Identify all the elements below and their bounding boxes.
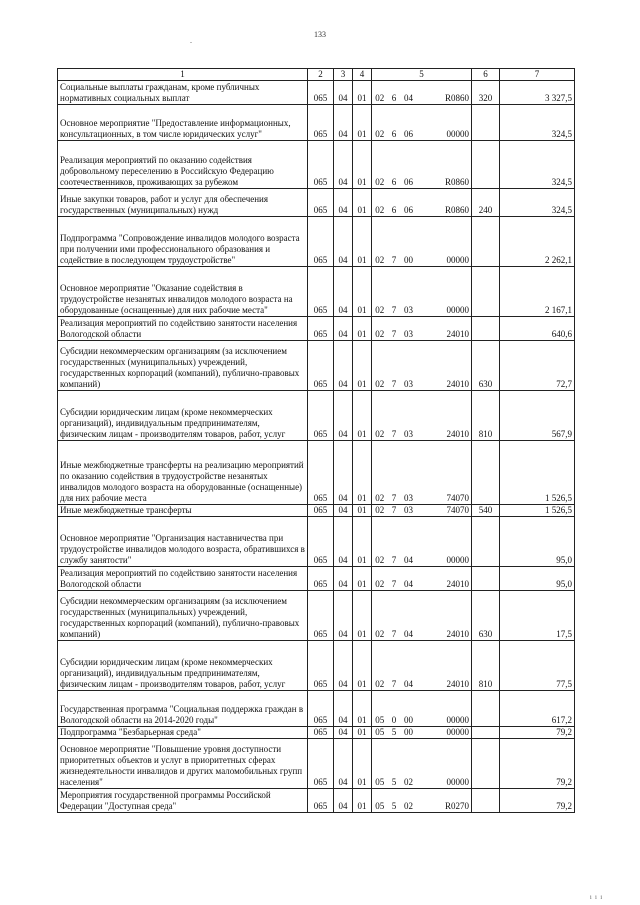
- program-code-cell: 05: [372, 739, 388, 789]
- row-name-cell: Субсидии юридическим лицам (кроме некоммерческих организаций), индивидуальным предпринимателям, физическим лицам - производителям товаров, работ, услуг: [58, 391, 308, 441]
- row-name-cell: Реализация мероприятий по содействию занятости населения Вологодской области: [58, 567, 308, 591]
- budget-table: [57, 68, 575, 813]
- amount-cell: 79,2: [500, 739, 575, 789]
- header-cell: 1: [58, 69, 308, 81]
- row-name-cell: Субсидии юридическим лицам (кроме некоммерческих организаций), индивидуальным предпринимателям, физическим лицам - производителям товаров, работ, услуг: [58, 641, 308, 691]
- event-code-cell: 04: [401, 517, 417, 567]
- direction-code-cell: 24010: [417, 641, 472, 691]
- subprogram-code-cell: 6: [388, 105, 401, 141]
- admin-code-cell: 065: [308, 189, 334, 217]
- subprogram-code-cell: 6: [388, 141, 401, 189]
- section-cell: 04: [334, 81, 353, 105]
- subprogram-code-cell: 7: [388, 441, 401, 505]
- event-code-cell: 04: [401, 641, 417, 691]
- table-row: [58, 739, 575, 789]
- expense-type-cell: [472, 317, 500, 341]
- expense-type-cell: 320: [472, 81, 500, 105]
- section-cell: 04: [334, 591, 353, 641]
- subsection-cell: 01: [353, 141, 372, 189]
- row-name-cell: Реализация мероприятий по содействию занятости населения Вологодской области: [58, 317, 308, 341]
- subsection-cell: 01: [353, 441, 372, 505]
- admin-code-cell: 065: [308, 567, 334, 591]
- admin-code-cell: 065: [308, 591, 334, 641]
- admin-code-cell: 065: [308, 317, 334, 341]
- table-row: [58, 317, 575, 341]
- subsection-cell: 01: [353, 641, 372, 691]
- admin-code-cell: 065: [308, 81, 334, 105]
- subsection-cell: 01: [353, 81, 372, 105]
- row-name-cell: Иные межбюджетные трансферты на реализацию мероприятий по оказанию содействия в трудоустройстве незанятых инвалидов молодого возраста на оборудованные (оснащенные) для них рабочие места: [58, 441, 308, 505]
- direction-code-cell: 74070: [417, 505, 472, 517]
- expense-type-cell: 810: [472, 641, 500, 691]
- header-cell: 5: [372, 69, 472, 81]
- admin-code-cell: 065: [308, 217, 334, 267]
- event-code-cell: 03: [401, 267, 417, 317]
- subsection-cell: 01: [353, 317, 372, 341]
- table-header-row: [58, 69, 575, 81]
- table-row: [58, 641, 575, 691]
- expense-type-cell: [472, 727, 500, 739]
- event-code-cell: 04: [401, 591, 417, 641]
- subprogram-code-cell: 6: [388, 189, 401, 217]
- program-code-cell: 02: [372, 267, 388, 317]
- expense-type-cell: 540: [472, 505, 500, 517]
- subprogram-code-cell: 5: [388, 727, 401, 739]
- event-code-cell: 02: [401, 789, 417, 813]
- row-name-cell: Субсидии некоммерческим организациям (за исключением государственных (муниципальных) учреждений, государственных корпораций (компаний), публично-правовых компаний): [58, 341, 308, 391]
- direction-code-cell: 00000: [417, 727, 472, 739]
- program-code-cell: 02: [372, 567, 388, 591]
- row-name-cell: Подпрограмма "Безбарьерная среда": [58, 727, 308, 739]
- amount-cell: 324,5: [500, 141, 575, 189]
- subsection-cell: 01: [353, 739, 372, 789]
- section-cell: 04: [334, 189, 353, 217]
- admin-code-cell: 065: [308, 789, 334, 813]
- program-code-cell: 02: [372, 341, 388, 391]
- section-cell: 04: [334, 441, 353, 505]
- program-code-cell: 02: [372, 591, 388, 641]
- direction-code-cell: 24010: [417, 317, 472, 341]
- subsection-cell: 01: [353, 341, 372, 391]
- subprogram-code-cell: 5: [388, 739, 401, 789]
- expense-type-cell: [472, 105, 500, 141]
- subprogram-code-cell: 7: [388, 341, 401, 391]
- subsection-cell: 01: [353, 591, 372, 641]
- subsection-cell: 01: [353, 391, 372, 441]
- expense-type-cell: [472, 441, 500, 505]
- expense-type-cell: 630: [472, 591, 500, 641]
- expense-type-cell: 630: [472, 341, 500, 391]
- section-cell: 04: [334, 739, 353, 789]
- direction-code-cell: 00000: [417, 217, 472, 267]
- amount-cell: 3 327,5: [500, 81, 575, 105]
- subprogram-code-cell: 5: [388, 789, 401, 813]
- amount-cell: 640,6: [500, 317, 575, 341]
- admin-code-cell: 065: [308, 341, 334, 391]
- event-code-cell: 03: [401, 341, 417, 391]
- amount-cell: 79,2: [500, 727, 575, 739]
- section-cell: 04: [334, 641, 353, 691]
- event-code-cell: 06: [401, 105, 417, 141]
- subprogram-code-cell: 0: [388, 691, 401, 727]
- amount-cell: 567,9: [500, 391, 575, 441]
- subsection-cell: 01: [353, 505, 372, 517]
- row-name-cell: Мероприятия государственной программы Российской Федерации "Доступная среда": [58, 789, 308, 813]
- section-cell: 04: [334, 217, 353, 267]
- table-row: [58, 105, 575, 141]
- section-cell: 04: [334, 691, 353, 727]
- program-code-cell: 02: [372, 441, 388, 505]
- event-code-cell: 06: [401, 141, 417, 189]
- direction-code-cell: 24010: [417, 341, 472, 391]
- amount-cell: 324,5: [500, 105, 575, 141]
- direction-code-cell: 00000: [417, 739, 472, 789]
- row-name-cell: Основное мероприятие "Повышение уровня доступности приоритетных объектов и услуг в приоритетных сферах жизнедеятельности инвалидов и других маломобильных групп населения": [58, 739, 308, 789]
- row-name-cell: Основное мероприятие "Предоставление информационных, консультационных, в том числе юридических услуг": [58, 105, 308, 141]
- table-row: [58, 517, 575, 567]
- row-name-cell: Иные закупки товаров, работ и услуг для обеспечения государственных (муниципальных) нужд: [58, 189, 308, 217]
- section-cell: 04: [334, 567, 353, 591]
- admin-code-cell: 065: [308, 691, 334, 727]
- row-name-cell: Реализация мероприятий по оказанию содействия добровольному переселению в Российскую Федерацию соотечественников, проживающих за рубежом: [58, 141, 308, 189]
- amount-cell: 2 262,1: [500, 217, 575, 267]
- direction-code-cell: 74070: [417, 441, 472, 505]
- admin-code-cell: 065: [308, 267, 334, 317]
- expense-type-cell: [472, 691, 500, 727]
- row-name-cell: Иные межбюджетные трансферты: [58, 505, 308, 517]
- row-name-cell: Основное мероприятие "Оказание содействия в трудоустройстве незанятых инвалидов молодого возраста на оборудованные (оснащенные) для них рабочие места": [58, 267, 308, 317]
- section-cell: 04: [334, 391, 353, 441]
- direction-code-cell: R0860: [417, 81, 472, 105]
- subprogram-code-cell: 7: [388, 267, 401, 317]
- amount-cell: 1 526,5: [500, 441, 575, 505]
- table-row: [58, 567, 575, 591]
- table-row: [58, 505, 575, 517]
- subsection-cell: 01: [353, 691, 372, 727]
- expense-type-cell: [472, 789, 500, 813]
- admin-code-cell: 065: [308, 641, 334, 691]
- event-code-cell: 00: [401, 217, 417, 267]
- subsection-cell: 01: [353, 189, 372, 217]
- table-row: [58, 81, 575, 105]
- subsection-cell: 01: [353, 727, 372, 739]
- subprogram-code-cell: 6: [388, 81, 401, 105]
- direction-code-cell: 24010: [417, 391, 472, 441]
- subsection-cell: 01: [353, 267, 372, 317]
- program-code-cell: 05: [372, 789, 388, 813]
- subprogram-code-cell: 7: [388, 567, 401, 591]
- event-code-cell: 03: [401, 317, 417, 341]
- direction-code-cell: R0860: [417, 189, 472, 217]
- program-code-cell: 02: [372, 517, 388, 567]
- page-number: 133: [314, 30, 326, 39]
- row-name-cell: Социальные выплаты гражданам, кроме публичных нормативных социальных выплат: [58, 81, 308, 105]
- expense-type-cell: [472, 517, 500, 567]
- subprogram-code-cell: 7: [388, 505, 401, 517]
- event-code-cell: 03: [401, 391, 417, 441]
- event-code-cell: 04: [401, 81, 417, 105]
- subprogram-code-cell: 7: [388, 591, 401, 641]
- amount-cell: 79,2: [500, 789, 575, 813]
- admin-code-cell: 065: [308, 505, 334, 517]
- amount-cell: 77,5: [500, 641, 575, 691]
- row-name-cell: Государственная программа "Социальная поддержка граждан в Вологодской области на 2014-2020 годы": [58, 691, 308, 727]
- table-row: [58, 727, 575, 739]
- event-code-cell: 03: [401, 505, 417, 517]
- section-cell: 04: [334, 727, 353, 739]
- admin-code-cell: 065: [308, 391, 334, 441]
- admin-code-cell: 065: [308, 727, 334, 739]
- amount-cell: 1 526,5: [500, 505, 575, 517]
- subprogram-code-cell: 7: [388, 217, 401, 267]
- subsection-cell: 01: [353, 567, 372, 591]
- section-cell: 04: [334, 517, 353, 567]
- header-cell: 3: [334, 69, 353, 81]
- direction-code-cell: 24010: [417, 567, 472, 591]
- section-cell: 04: [334, 789, 353, 813]
- subsection-cell: 01: [353, 517, 372, 567]
- event-code-cell: 00: [401, 727, 417, 739]
- section-cell: 04: [334, 505, 353, 517]
- program-code-cell: 02: [372, 505, 388, 517]
- event-code-cell: 04: [401, 567, 417, 591]
- admin-code-cell: 065: [308, 141, 334, 189]
- row-name-cell: Субсидии некоммерческим организациям (за исключением государственных (муниципальных) учреждений, государственных корпораций (компаний), публично-правовых компаний): [58, 591, 308, 641]
- amount-cell: 17,5: [500, 591, 575, 641]
- row-name-cell: Основное мероприятие "Организация наставничества при трудоустройстве инвалидов молодого возраста, обратившихся в службу занятости": [58, 517, 308, 567]
- expense-type-cell: [472, 217, 500, 267]
- expense-type-cell: [472, 567, 500, 591]
- event-code-cell: 06: [401, 189, 417, 217]
- direction-code-cell: 00000: [417, 691, 472, 727]
- row-name-cell: Подпрограмма "Сопровождение инвалидов молодого возраста при получении ими профессионального образования и содействие в последующем трудоустройстве": [58, 217, 308, 267]
- program-code-cell: 02: [372, 217, 388, 267]
- table-row: [58, 789, 575, 813]
- section-cell: 04: [334, 317, 353, 341]
- header-cell: 7: [500, 69, 575, 81]
- direction-code-cell: R0860: [417, 141, 472, 189]
- direction-code-cell: 24010: [417, 591, 472, 641]
- event-code-cell: 03: [401, 441, 417, 505]
- direction-code-cell: 00000: [417, 105, 472, 141]
- table-row: [58, 691, 575, 727]
- header-cell: 6: [472, 69, 500, 81]
- table-row: [58, 391, 575, 441]
- subsection-cell: 01: [353, 217, 372, 267]
- program-code-cell: 02: [372, 641, 388, 691]
- program-code-cell: 02: [372, 141, 388, 189]
- table-row: [58, 441, 575, 505]
- amount-cell: 2 167,1: [500, 267, 575, 317]
- subprogram-code-cell: 7: [388, 391, 401, 441]
- section-cell: 04: [334, 267, 353, 317]
- section-cell: 04: [334, 105, 353, 141]
- direction-code-cell: R0270: [417, 789, 472, 813]
- header-cell: 2: [308, 69, 334, 81]
- scan-corner-mark: i i i: [590, 895, 604, 901]
- expense-type-cell: [472, 739, 500, 789]
- amount-cell: 95,0: [500, 567, 575, 591]
- admin-code-cell: 065: [308, 739, 334, 789]
- amount-cell: 72,7: [500, 341, 575, 391]
- expense-type-cell: 240: [472, 189, 500, 217]
- subprogram-code-cell: 7: [388, 517, 401, 567]
- expense-type-cell: [472, 267, 500, 317]
- admin-code-cell: 065: [308, 517, 334, 567]
- amount-cell: 324,5: [500, 189, 575, 217]
- program-code-cell: 02: [372, 105, 388, 141]
- direction-code-cell: 00000: [417, 517, 472, 567]
- program-code-cell: 02: [372, 391, 388, 441]
- expense-type-cell: 810: [472, 391, 500, 441]
- subprogram-code-cell: 7: [388, 317, 401, 341]
- amount-cell: 95,0: [500, 517, 575, 567]
- table-row: [58, 141, 575, 189]
- subsection-cell: 01: [353, 105, 372, 141]
- admin-code-cell: 065: [308, 441, 334, 505]
- event-code-cell: 00: [401, 691, 417, 727]
- table-row: [58, 341, 575, 391]
- program-code-cell: 05: [372, 691, 388, 727]
- program-code-cell: 02: [372, 81, 388, 105]
- header-cell: 4: [353, 69, 372, 81]
- program-code-cell: 02: [372, 189, 388, 217]
- table-row: [58, 591, 575, 641]
- program-code-cell: 02: [372, 317, 388, 341]
- expense-type-cell: [472, 141, 500, 189]
- table-row: [58, 267, 575, 317]
- event-code-cell: 02: [401, 739, 417, 789]
- direction-code-cell: 00000: [417, 267, 472, 317]
- subsection-cell: 01: [353, 789, 372, 813]
- subprogram-code-cell: 7: [388, 641, 401, 691]
- admin-code-cell: 065: [308, 105, 334, 141]
- scan-mark: .: [190, 36, 192, 45]
- program-code-cell: 05: [372, 727, 388, 739]
- section-cell: 04: [334, 141, 353, 189]
- amount-cell: 617,2: [500, 691, 575, 727]
- table-row: [58, 217, 575, 267]
- section-cell: 04: [334, 341, 353, 391]
- table-row: [58, 189, 575, 217]
